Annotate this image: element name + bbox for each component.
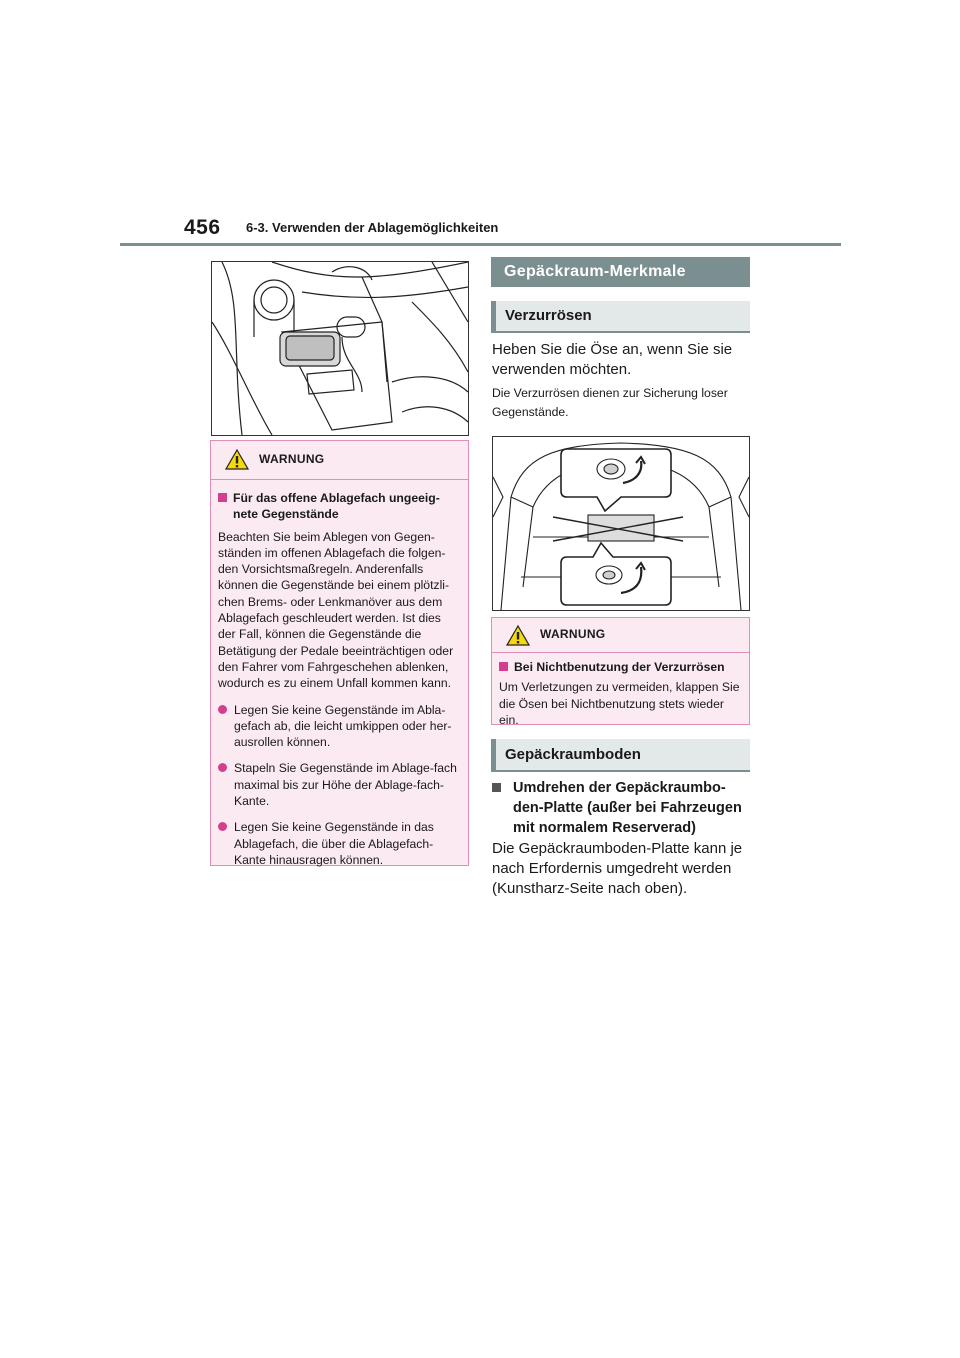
warning-bullet-text: Legen Sie keine Gegenstände im Abla-gefach ab, die leicht umkippen oder her-ausrollen können.: [234, 702, 452, 750]
warning-title: WARNUNG: [259, 452, 325, 466]
subsection-title: Verzurrösen: [505, 307, 592, 324]
warning-subheading: [218, 490, 461, 523]
square-bullet-icon: [492, 783, 501, 792]
lashing-warning-box: [491, 617, 750, 725]
header-rule: [120, 243, 841, 246]
warning-bullet: [218, 760, 461, 809]
warning-bullet: [218, 819, 461, 868]
warning-subheading: [499, 659, 742, 675]
storage-warning-box: [210, 440, 469, 866]
warning-header: [492, 618, 749, 653]
warning-triangle-icon: [225, 449, 249, 470]
lashing-eye-note: Die Verzurrösen dienen zur Sicherung loser Gegenstände.: [492, 386, 728, 419]
chapter-title: 6-3. Verwenden der Ablagemöglichkeiten: [246, 220, 499, 235]
square-bullet-icon: [218, 493, 227, 502]
warning-bullet-text: Stapeln Sie Gegenstände im Ablage-fach maximal bis zur Höhe der Ablage-fach-Kante.: [234, 761, 457, 809]
floor-board-heading: [492, 778, 750, 838]
subsection-verzurroesen: [491, 301, 750, 333]
warning-header: [211, 441, 468, 480]
lashing-eyes-illustration: [492, 436, 750, 611]
round-bullet-icon: [218, 763, 227, 772]
warning-bullet-text: Legen Sie keine Gegenstände in das Ablagefach, die über die Ablagefach-Kante hinausragen können.: [234, 820, 434, 867]
lashing-eye-instruction: Heben Sie die Öse an, wenn Sie sie verwenden möchten.: [492, 341, 733, 378]
warning-subheading-text: Für das offene Ablagefach ungeeig-nete Gegenstände: [233, 491, 440, 522]
round-bullet-icon: [218, 822, 227, 831]
page-number: 456: [184, 216, 221, 239]
warning-paragraph: Beachten Sie beim Ablegen von Gegen-ständen im offenen Ablagefach die folgen-den Vorsichtsmaßregeln. Anderenfalls können die Gegenstände bei einem plötzli-chen Brems- oder Lenkmanöver aus dem Ablagefach geschleudert werden. Ist dies der Fall, können die Gegenstände die Betätigung der Pedale beeinträchtigen oder den Fahrer vom Fahrgeschehen ablenken, wodurch es zu einem Unfall kommen kann.: [218, 529, 454, 691]
console-tray-illustration: [211, 261, 469, 436]
floor-board-heading-text: Umdrehen der Gepäckraumbo-den-Platte (außer bei Fahrzeugen mit normalem Reserverad): [513, 780, 742, 836]
square-bullet-icon: [499, 662, 508, 671]
warning-triangle-icon: [506, 625, 530, 646]
warning-subheading-text: Bei Nichtbenutzung der Verzurrösen: [514, 660, 725, 674]
round-bullet-icon: [218, 705, 227, 714]
section-title: Gepäckraum-Merkmale: [491, 257, 750, 287]
warning-title: WARNUNG: [540, 627, 606, 641]
floor-board-text: Die Gepäckraumboden-Platte kann je nach Erfordernis umgedreht werden (Kunstharz-Seite nach oben).: [492, 840, 743, 897]
subsection-gepaeckraumboden: [491, 739, 750, 772]
warning-paragraph: Um Verletzungen zu vermeiden, klappen Sie die Ösen bei Nichtbenutzung stets wieder ein.: [499, 680, 740, 727]
subsection-title: Gepäckraumboden: [505, 746, 641, 763]
warning-bullet: [218, 702, 461, 751]
